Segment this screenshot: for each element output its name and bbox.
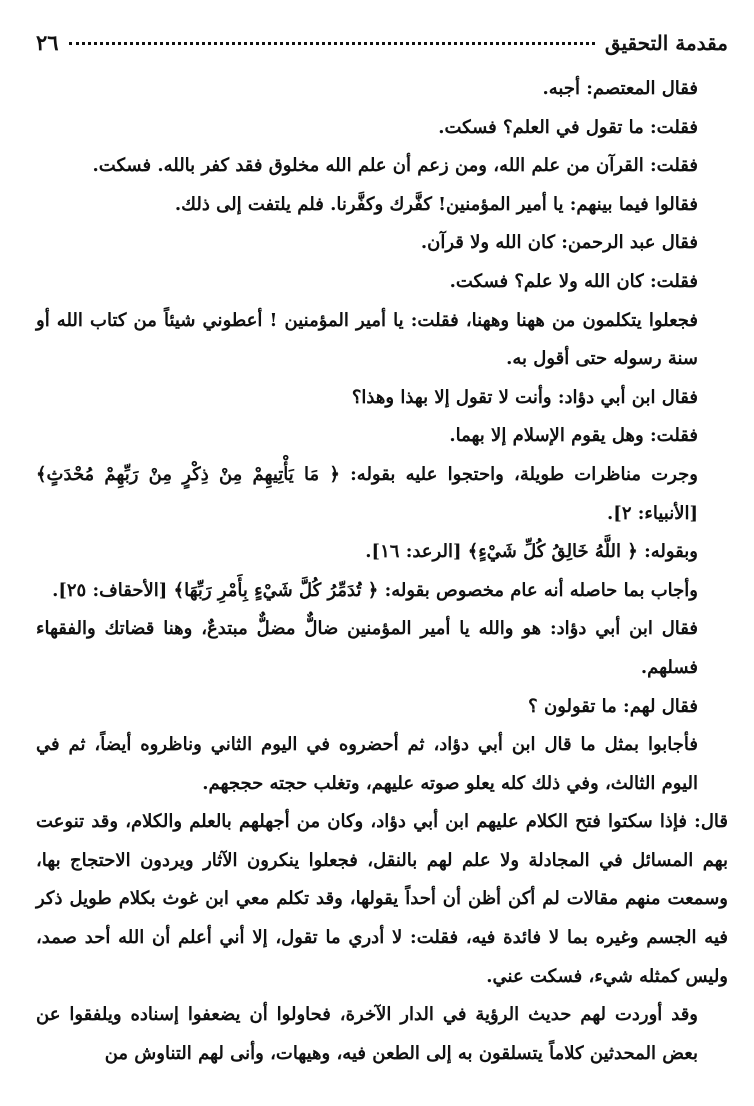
paragraph: فقال عبد الرحمن: كان الله ولا قرآن.	[420, 232, 698, 254]
paragraph: فقلت: ما تقول في العلم؟ فسكت.	[438, 116, 698, 138]
paragraph: فقال ابن أبي دؤاد: وأنت لا تقول إلا بهذا وهذا؟	[351, 386, 698, 408]
paragraph: فقلت: القرآن من علم الله، ومن زعم أن علم الله مخلوق فقد كفر بالله. فسكت.	[92, 155, 698, 177]
paragraph: فجعلوا يتكلمون من ههنا وههنا، فقلت: يا أمير المؤمنين ! أعطوني شيئاً من كتاب الله أو سنة رسوله حتى أقول به.	[36, 309, 698, 370]
running-title: مقدمة التحقيق	[604, 31, 728, 55]
book-page	[36, 30, 728, 1090]
paragraph: فقال لهم: ما تقولون ؟	[528, 695, 698, 717]
paragraph: وقد أوردت لهم حديث الرؤية في الدار الآخرة، فحاولوا أن يضعفوا إسناده ويلفقوا عن بعض المحدثين كلاماً يتسلقون به إلى الطعن فيه، وهيهات، وأنى لهم التناوش من	[36, 1004, 698, 1064]
paragraph: فقلت: كان الله ولا علم؟ فسكت.	[449, 270, 698, 292]
paragraph: فقال ابن أبي دؤاد: هو والله يا أمير المؤمنين ضالٌّ مضلٌّ مبتدعٌ، وهنا قضاتك والفقهاء فسلهم.	[36, 618, 698, 678]
paragraph: فقلت: وهل يقوم الإسلام إلا بهما.	[449, 425, 698, 447]
paragraph: فقال المعتصم: أجبه.	[542, 78, 698, 99]
page-body	[36, 70, 728, 1073]
paragraph: وجرت مناظرات طويلة، واحتجوا عليه بقوله: ﴿ مَا يَأْتِيهِمْ مِنْ ذِكْرٍ مِنْ رَبِّهِمْ مُحْدَثٍ﴾ [الأنبياء: ٢].	[36, 463, 698, 524]
paragraph: فأجابوا بمثل ما قال ابن أبي دؤاد، ثم أحضروه في اليوم الثاني وناظروه أيضاً، ثم في اليوم الثالث، وفي ذلك كله يعلو صوته عليهم، وتغلب حجته حججهم.	[36, 734, 698, 794]
paragraph: وبقوله: ﴿ اللَّهُ خَالِقُ كُلِّ شَيْءٍ﴾ [الرعد: ١٦].	[365, 541, 698, 563]
paragraph: فقالوا فيما بينهم: يا أمير المؤمنين! كفَّرك وكفَّرنا. فلم يلتفت إلى ذلك.	[174, 193, 698, 215]
paragraph: قال: فإذا سكتوا فتح الكلام عليهم ابن أبي دؤاد، وكان من أجهلهم بالعلم والكلام، وقد تنوعت بهم المسائل في المجادلة ولا علم لهم بالنقل، فجعلوا ينكرون الآثار ويردون الاحتجاج بها، وسمعت منهم مقالات لم أكن أظن أن أحداً يقولها، وقد تكلم معي ابن غوث بكلام طويل ذكر فيه الجسم وغيره بما لا فائدة فيه، فقلت: لا أدري ما تقول، إلا أني أعلم أن الله أحد صمد، وليس كمثله شيء، فسكت عني.	[36, 811, 728, 987]
dotted-leader	[69, 42, 595, 45]
page-header	[36, 30, 728, 70]
paragraph: وأجاب بما حاصله أنه عام مخصوص بقوله: ﴿ تُدَمِّرُ كُلَّ شَيْءٍ بِأَمْرِ رَبِّهَا﴾ [الأحقاف: ٢٥].	[52, 579, 698, 601]
page-number: ٢٦	[36, 30, 59, 55]
